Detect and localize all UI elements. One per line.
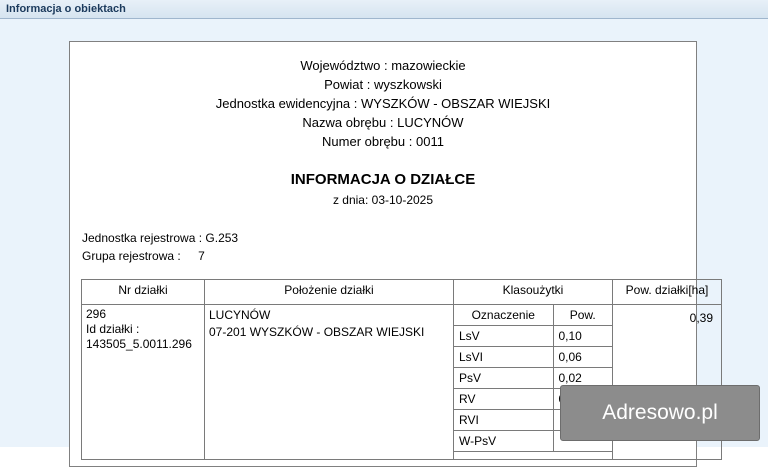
klasouzytki-header-oznaczenie: Oznaczenie [454, 305, 553, 326]
header-value-nazwa-obrebu: LUCYNÓW [397, 115, 464, 130]
klasouzytki-oznaczenie: PsV [454, 368, 553, 389]
polozenie-line-1: LUCYNÓW [209, 308, 271, 322]
header-row-jednostka-ewidencyjna [70, 94, 696, 113]
table-header-row [82, 280, 722, 305]
column-header-nr-dzialki: Nr działki [82, 280, 205, 305]
parcel-id-value: 143505_5.0011.296 [86, 337, 192, 351]
parcel-id-label: Id działki : [86, 322, 140, 336]
cell-pow-dzialki: 0,39 [613, 305, 722, 460]
polozenie-line-2: 07-201 WYSZKÓW - OBSZAR WIEJSKI [209, 325, 425, 339]
klasouzytki-oznaczenie: LsV [454, 326, 553, 347]
klasouzytki-pow: 0,06 [553, 347, 612, 368]
cell-nr-dzialki [82, 305, 205, 460]
parcel-number: 296 [86, 307, 107, 321]
header-value-numer-obrebu: 0011 [415, 134, 444, 149]
klasouzytki-pow: 0,02 [553, 368, 612, 389]
klasouzytki-pow: 0,10 [553, 326, 612, 347]
watermark-text: Adresowo.pl [602, 401, 718, 424]
registry-group-value: 7 [198, 249, 205, 263]
header-label-nazwa-obrebu: Nazwa obrębu : [302, 115, 394, 130]
watermark-badge [560, 385, 760, 441]
header-value-jednostka-ewidencyjna: WYSZKÓW - OBSZAR WIEJSKI [361, 96, 551, 111]
column-header-klasouzytki: Klasoużytki [454, 280, 613, 305]
header-value-wojewodztwo: mazowieckie [391, 58, 466, 73]
document-title: INFORMACJA O DZIAŁCE [290, 171, 476, 188]
registry-unit-row [82, 229, 696, 247]
registry-group-label: Grupa rejestrowa : [82, 249, 181, 263]
column-header-pow-dzialki: Pow. działki[ha] [613, 280, 722, 305]
header-row-wojewodztwo [70, 56, 696, 75]
klasouzytki-row [454, 347, 612, 368]
registry-block [82, 229, 696, 265]
window-titlebar [0, 0, 768, 19]
header-label-powiat: Powiat : [324, 77, 371, 92]
header-label-wojewodztwo: Województwo : [300, 58, 388, 73]
document-header [70, 56, 696, 151]
header-row-powiat [70, 75, 696, 94]
window-title: Informacja o obiektach [6, 3, 126, 15]
klasouzytki-oznaczenie: RVI [454, 410, 553, 431]
column-header-polozenie: Położenie działki [205, 280, 454, 305]
header-row-numer-obrebu [70, 132, 696, 151]
registry-unit-label: Jednostka rejestrowa : [82, 231, 203, 245]
klasouzytki-oznaczenie: W-PsV [454, 431, 553, 452]
document-date: z dnia: 03-10-2025 [332, 193, 434, 207]
header-label-numer-obrebu: Numer obrębu : [322, 134, 413, 149]
klasouzytki-header-row [454, 305, 612, 326]
cell-polozenie [205, 305, 454, 460]
document-page [0, 19, 768, 447]
registry-unit-value: G.253 [205, 231, 239, 245]
klasouzytki-oznaczenie: LsVI [454, 347, 553, 368]
header-value-powiat: wyszkowski [373, 77, 442, 92]
klasouzytki-row [454, 326, 612, 347]
header-label-jednostka-ewidencyjna: Jednostka ewidencyjna : [215, 96, 358, 111]
klasouzytki-oznaczenie: RV [454, 389, 553, 410]
klasouzytki-header-pow: Pow. [553, 305, 612, 326]
header-row-nazwa-obrebu [70, 113, 696, 132]
registry-group-row [82, 247, 696, 265]
